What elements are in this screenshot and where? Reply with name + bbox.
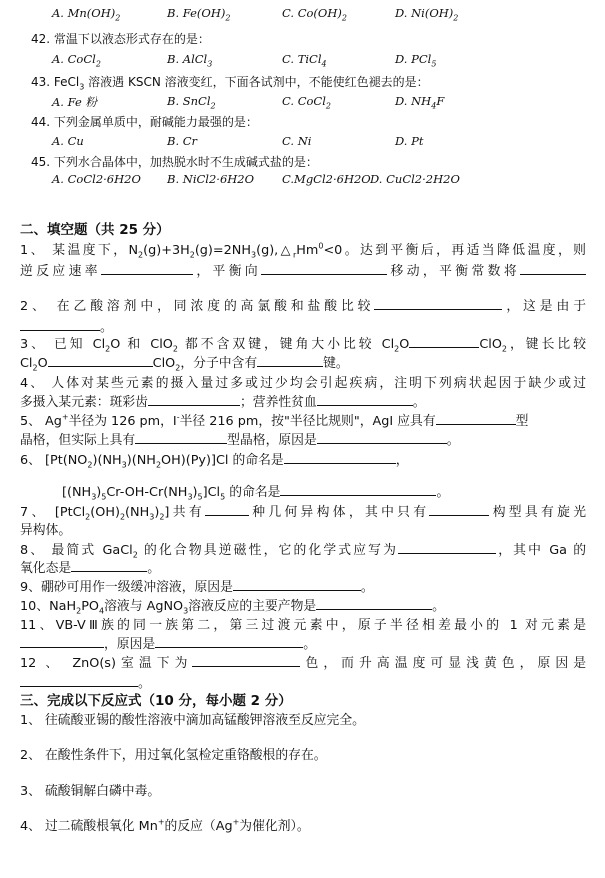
fill-q1-line2: 逆反应速率 ，平衡向 移动，平衡常数将	[20, 260, 586, 279]
q44-option-d: D. Pt	[395, 134, 424, 148]
fill-q9: 9、硼砂可用作一级缓冲溶液，原因是 。	[20, 580, 374, 595]
fill-q2-line1: 2、 在乙酸溶剂中，同浓度的高氯酸和盐酸比较 ，这是由于	[20, 299, 586, 314]
q41-option-b: B. $Fe(OH)_2$	[167, 6, 231, 23]
blank[interactable]	[409, 336, 479, 348]
q45-option-d: D. CuCl2·2H2O	[370, 172, 460, 186]
blank[interactable]	[71, 560, 147, 572]
q42-option-b: B. AlCl$_3$	[167, 52, 213, 69]
q45-option-c: C.MgCl2·6H2O	[282, 172, 371, 186]
blank[interactable]	[48, 355, 153, 367]
q41-option-c: C. $Co(OH)_2$	[282, 6, 347, 23]
q44-option-b: B. Cr	[167, 134, 198, 148]
blank[interactable]	[436, 413, 516, 425]
reaction-1: 1、 往硫酸亚锡的酸性溶液中滴加高锰酸钾溶液至反应完全。	[20, 713, 365, 728]
q43-option-b: B. SnCl$_2$	[167, 94, 216, 111]
blank[interactable]	[398, 542, 496, 554]
blank[interactable]	[148, 394, 240, 406]
blank[interactable]	[317, 432, 447, 444]
question-44: 44. 下列金属单质中，耐碱能力最强的是：	[31, 115, 258, 129]
blank[interactable]	[101, 263, 193, 275]
fill-q7-line2: 异构体。	[20, 523, 72, 538]
q43-option-c: C. CoCl$_2$	[282, 94, 331, 111]
question-42: 42. 常温下以液态形式存在的是：	[31, 32, 210, 46]
fill-q1-line1: 1、 某温度下，$N_2(g)+3H_2(g)=2NH_3(g),\triangle_rHm^0<0$。达到平衡后，再适当降低温度，则	[20, 241, 586, 260]
q41-option-d: D. $Ni(OH)_2$	[395, 6, 459, 23]
blank[interactable]	[284, 452, 396, 464]
blank[interactable]	[20, 675, 138, 687]
q43-option-d: D. $NH_4F$	[395, 94, 445, 111]
fill-q12-line1: 12 、 ZnO(s)室温下为 色，而升高温度可显浅黄色，原因是	[20, 656, 586, 671]
fill-q10: 10、$NaH_2PO_4$溶液与 AgNO$_3$溶液反应的主要产物是 。	[20, 599, 445, 616]
fill-q4-line1: 4、 人体对某些元素的摄入量过多或过少均会引起疾病，注明下列病状起因于缺少或过	[20, 376, 586, 391]
blank[interactable]	[135, 432, 227, 444]
reaction-2: 2、 在酸性条件下，用过氧化氢检定重铬酸根的存在。	[20, 748, 327, 763]
blank[interactable]	[20, 319, 100, 331]
reaction-4: 4、 过二硫酸根氧化 Mn+的反应（Ag+为催化剂）。	[20, 817, 310, 834]
fill-q7-line1: 7、 $[PtCl_2(OH)_2(NH_3)_2]$共有 种几何异构体，其中只有 构型具有旋光	[20, 505, 587, 522]
fill-q3-line2: $Cl_2O$ ClO$_2$，分子中含有 键。	[20, 356, 349, 373]
fill-q4-line2: 多摄入某元素：斑彩齿 ；营养性贫血 。	[20, 395, 426, 410]
blank[interactable]	[429, 504, 489, 516]
blank[interactable]	[205, 504, 249, 516]
reaction-3: 3、 硫酸铜解白磷中毒。	[20, 784, 161, 799]
fill-q12-line2: 。	[20, 672, 586, 691]
blank[interactable]	[374, 298, 502, 310]
fill-q11-line1: 11、VB-VⅢ族的同一族第二，第三过渡元素中，原子半径相差最小的 1 对元素是	[20, 618, 586, 633]
fill-q3-line1: 3、 已知 $Cl_2O$ 和 ClO$_2$ 都不含双键，键角大小比较 $Cl_2O$ ClO$_2$，键长比较	[20, 337, 586, 354]
fill-q8-line2: 氧化态是 。	[20, 561, 160, 576]
blank[interactable]	[233, 579, 361, 591]
fill-q6-line1: 6、 $[Pt(NO_2)(NH_3)(NH_2OH)(Py)]Cl$ 的命名是 ，	[20, 453, 409, 470]
fill-q8-line1: 8、 最简式 GaCl$_2$ 的化合物具逆磁性，它的化学式应写为 ，其中 Ga 的	[20, 543, 586, 560]
section-title-fill: 二、填空题（共 25 分）	[20, 222, 170, 238]
blank[interactable]	[261, 263, 387, 275]
q41-option-a: A. $Mn(OH)_2$	[52, 6, 121, 23]
blank[interactable]	[280, 484, 436, 496]
blank[interactable]	[20, 636, 104, 648]
blank[interactable]	[192, 655, 300, 667]
blank[interactable]	[316, 598, 432, 610]
question-45: 45. 下列水合晶体中，加热脱水时不生成碱式盐的是：	[31, 155, 318, 169]
blank[interactable]	[257, 355, 323, 367]
fill-q5-line2: 晶格，但实际上具有 型晶格，原因是 。	[20, 433, 460, 448]
q42-option-c: C. TiCl$_4$	[282, 52, 327, 69]
fill-q5-line1: 5、 Ag+半径为 126 pm，I-半径 216 pm，按"半径比规则"，AgI 应具有 型	[20, 412, 529, 429]
question-43: 43. FeCl$_3$ 溶液遇 KSCN 溶液变红，下面各试剂中，不能使红色褪去的是：	[31, 75, 429, 92]
q44-option-a: A. Cu	[52, 134, 84, 148]
section-title-reactions: 三、完成以下反应式（10 分，每小题 2 分）	[20, 693, 292, 709]
fill-q11-line2: ，原因是 。	[20, 633, 586, 652]
q42-option-d: D. PCl$_5$	[395, 52, 437, 69]
q42-option-a: A. CoCl$_2$	[52, 52, 101, 69]
blank[interactable]	[317, 394, 413, 406]
q44-option-c: C. Ni	[282, 134, 312, 148]
blank[interactable]	[155, 636, 303, 648]
blank[interactable]	[520, 263, 586, 275]
q43-option-a: A. Fe 粉	[52, 95, 97, 109]
fill-q6-line2: $[(NH_3)_5Cr-OH-Cr(NH_3)_5]Cl_5$ 的命名是 。	[62, 485, 450, 502]
q45-option-b: B. NiCl2·6H2O	[167, 172, 255, 186]
fill-q2-line2: 。	[20, 316, 586, 335]
q45-option-a: A. CoCl2·6H2O	[52, 172, 141, 186]
